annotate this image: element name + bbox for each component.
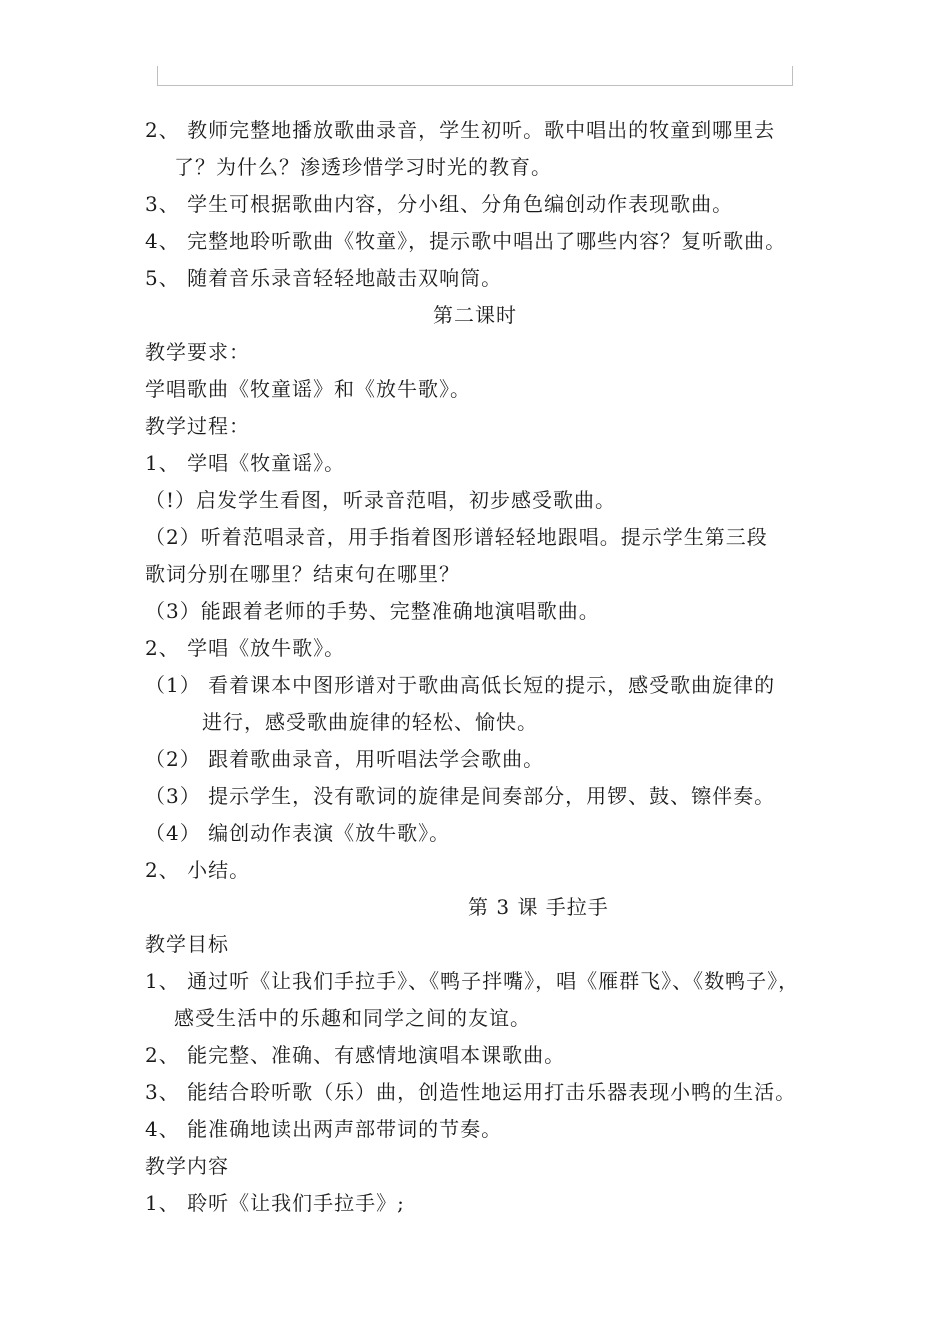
text-line: （!）启发学生看图，听录音范唱，初步感受歌曲。 [145, 488, 617, 512]
text-line: 教学目标 [145, 932, 229, 956]
text-line: 5、 随着音乐录音轻轻地敲击双响筒。 [145, 266, 503, 290]
text-line: （3） 提示学生，没有歌词的旋律是间奏部分，用锣、鼓、镲伴奏。 [145, 784, 776, 808]
text-line: 1、 通过听《让我们手拉手》、《鸭子拌嘴》，唱《雁群飞》、《数鸭子》， [145, 969, 800, 993]
text-line: 4、 能准确地读出两声部带词的节奏。 [145, 1117, 503, 1141]
text-line: （2）听着范唱录音，用手指着图形谱轻轻地跟唱。提示学生第三段 [145, 525, 768, 549]
header-frame [157, 66, 793, 86]
text-line: 了？为什么？渗透珍惜学习时光的教育。 [174, 155, 552, 179]
text-line: 歌词分别在哪里？结束句在哪里？ [145, 562, 460, 586]
text-line: 2、 小结。 [145, 858, 251, 882]
text-line: 教学要求： [145, 340, 250, 364]
text-line: （4） 编创动作表演《放牛歌》。 [145, 821, 451, 845]
text-line: 2、 教师完整地播放歌曲录音，学生初听。歌中唱出的牧童到哪里去 [145, 118, 776, 142]
lesson-heading: 第 3 课 手拉手 [468, 895, 609, 919]
text-line: 进行，感受歌曲旋律的轻松、愉快。 [202, 710, 538, 734]
text-line: （2） 跟着歌曲录音，用听唱法学会歌曲。 [145, 747, 545, 771]
text-line: 4、 完整地聆听歌曲《牧童》，提示歌中唱出了哪些内容？复听歌曲。 [145, 229, 787, 253]
text-line: 1、 聆听《让我们手拉手》; [145, 1191, 405, 1215]
section-heading: 第二课时 [433, 303, 517, 327]
text-line: 1、 学唱《牧童谣》。 [145, 451, 346, 475]
document-body [145, 112, 825, 1222]
text-line: 教学内容 [145, 1154, 229, 1178]
text-line: （1） 看着课本中图形谱对于歌曲高低长短的提示，感受歌曲旋律的 [145, 673, 776, 697]
text-line: （3）能跟着老师的手势、完整准确地演唱歌曲。 [145, 599, 600, 623]
text-line: 2、 学唱《放牛歌》。 [145, 636, 346, 660]
text-line: 3、 学生可根据歌曲内容，分小组、分角色编创动作表现歌曲。 [145, 192, 734, 216]
text-line: 学唱歌曲《牧童谣》和《放牛歌》。 [145, 377, 471, 401]
text-line: 2、 能完整、准确、有感情地演唱本课歌曲。 [145, 1043, 566, 1067]
text-line: 感受生活中的乐趣和同学之间的友谊。 [174, 1006, 531, 1030]
text-line: 3、 能结合聆听歌（乐）曲，创造性地运用打击乐器表现小鸭的生活。 [145, 1080, 797, 1104]
text-line: 教学过程： [145, 414, 250, 438]
